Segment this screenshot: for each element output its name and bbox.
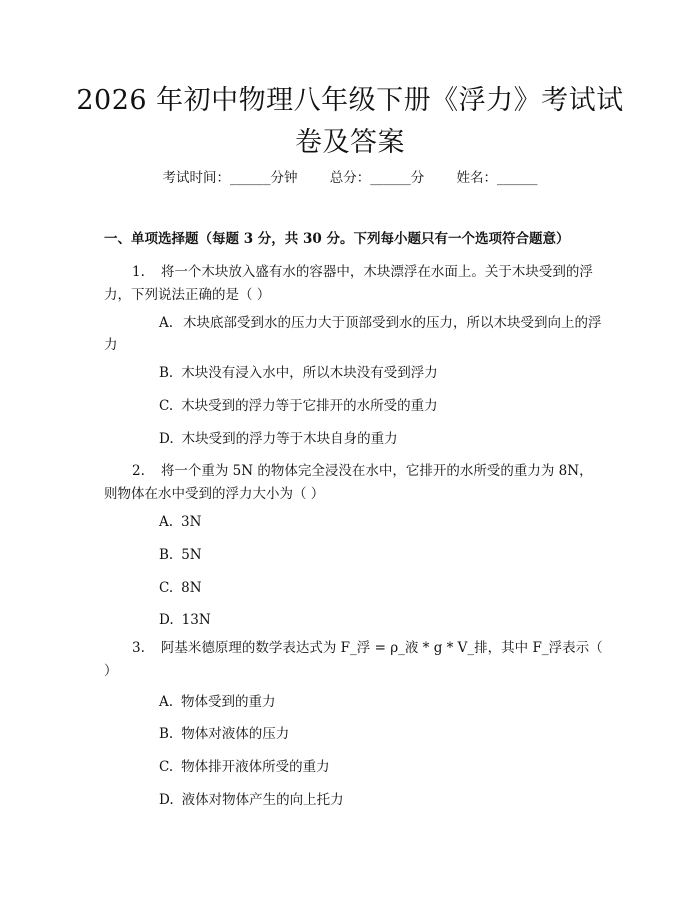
question-1-stem	[104, 261, 604, 307]
exam-time-label: 考试时间：______分钟	[162, 170, 298, 186]
question-3-option-b	[159, 723, 289, 745]
exam-info-line	[0, 168, 700, 188]
total-score-label: 总分：______分	[329, 170, 425, 186]
option-letter: D.	[159, 431, 174, 447]
question-2-option-c	[159, 577, 202, 599]
option-letter: C.	[159, 759, 174, 775]
option-text: 物体排开液体所受的重力	[181, 759, 330, 775]
question-2-stem	[104, 460, 604, 506]
option-text: 8N	[181, 580, 202, 596]
option-letter: A.	[159, 315, 174, 331]
question-2-option-a	[159, 511, 201, 533]
section-header: 一、单项选择题（每题 3 分，共 30 分。下列每小题只有一个选项符合题意）	[104, 231, 570, 247]
option-letter: D.	[159, 612, 174, 628]
option-letter: C.	[159, 580, 174, 596]
question-1-option-c	[159, 395, 438, 417]
page-title: 2026 年初中物理八年级下册《浮力》考试试卷及答案	[76, 85, 624, 158]
option-letter: D.	[159, 792, 174, 808]
option-letter: B.	[159, 547, 174, 563]
option-text: 木块受到的浮力等于木块自身的重力	[181, 431, 398, 447]
option-text: 物体受到的重力	[181, 694, 276, 710]
option-text: 木块底部受到水的压力大于顶部受到水的压力，所以木块受到向上的浮力	[104, 315, 602, 353]
option-text: 木块受到的浮力等于它排开的水所受的重力	[181, 398, 438, 414]
question-text: 将一个木块放入盛有水的容器中，木块漂浮在水面上。关于木块受到的浮力，下列说法正确的是（ ）	[104, 264, 593, 303]
question-2-option-d	[159, 609, 211, 631]
question-number: 2.	[132, 463, 145, 479]
student-name-label: 姓名：______	[456, 170, 538, 186]
question-3-option-d	[159, 789, 344, 811]
option-letter: C.	[159, 398, 174, 414]
question-3-option-c	[159, 756, 330, 778]
option-text: 木块没有浸入水中，所以木块没有受到浮力	[181, 365, 438, 381]
question-text: 阿基米德原理的数学表达式为 F_浮 = ρ_液 * g * V_排，其中 F_浮表示（ ）	[104, 640, 603, 679]
option-text: 5N	[181, 547, 202, 563]
question-1-option-d	[159, 428, 398, 450]
option-letter: A.	[159, 694, 174, 710]
option-text: 液体对物体产生的向上托力	[181, 792, 344, 808]
question-text: 将一个重为 5N 的物体完全浸没在水中，它排开的水所受的重力为 8N，则物体在水中受到的浮力大小为（ ）	[104, 463, 593, 502]
question-number: 1.	[132, 264, 145, 280]
option-letter: B.	[159, 365, 174, 381]
question-2-option-b	[159, 544, 202, 566]
question-1-option-b	[159, 362, 438, 384]
option-text: 物体对液体的压力	[181, 726, 290, 742]
question-1-option-a	[104, 312, 604, 356]
option-text: 13N	[181, 612, 211, 628]
question-3-option-a	[159, 691, 276, 713]
option-letter: A.	[159, 514, 174, 530]
option-text: 3N	[181, 514, 202, 530]
question-number: 3.	[132, 640, 145, 656]
option-letter: B.	[159, 726, 174, 742]
question-3-stem	[104, 637, 604, 683]
